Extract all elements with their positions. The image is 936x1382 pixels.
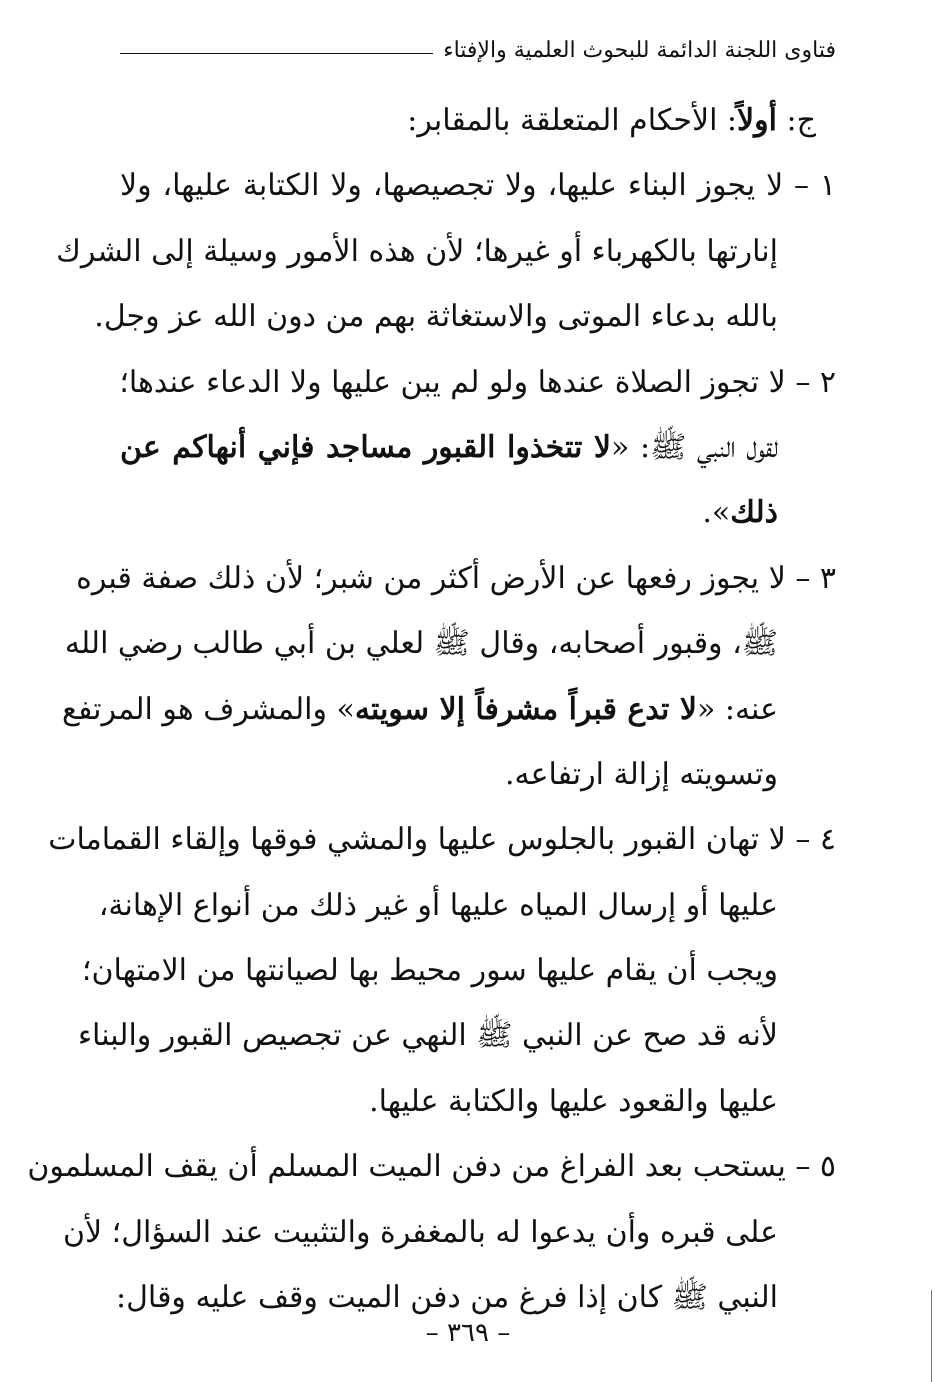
paragraph-line: ٢ – لا تجوز الصلاة عندها ولو لم يبن عليها ولا الدعاء عندها؛ [119,364,836,400]
paragraph-line: وتسويته إزالة ارتفاعه. [504,756,778,792]
text-run: عنه: « [696,691,778,727]
paragraph-line: عليها والقعود عليها والكتابة عليها. [369,1083,778,1119]
text-run: » والمشرف هو المرتفع [62,691,355,727]
heading-prefix: ج: [776,103,816,138]
answer-heading [120,88,836,153]
header-rule [120,53,433,54]
hadith-quote: لا تتخذوا القبور مساجد فإني أنهاكم عن [120,429,611,465]
text-run: لقول النبي ﷺ: « [611,429,778,465]
paragraph-line: النبي ﷺ كان إذا فرغ من دفن الميت وقف عليه وقال: [116,1280,778,1316]
paragraph-line: عليها أو إرسال المياه عليها أو غير ذلك من أنواع الإهانة، [98,887,778,923]
heading-rest: : الأحكام المتعلقة بالمقابر: [407,103,738,138]
paragraph-line: إنارتها بالكهرباء أو غيرها؛ لأن هذه الأمور وسيلة إلى الشرك [56,233,778,269]
hadith-quote: ذلك [730,495,778,531]
paragraph-line: ويجب أن يقام عليها سور محيط بها لصيانتها من الامتهان؛ [81,953,778,989]
paragraph-line: لأنه قد صح عن النبي ﷺ النهي عن تجصيص القبور والبناء [77,1018,778,1054]
paragraph-line: ١ – لا يجوز البناء عليها، ولا تجصيصها، ولا الكتابة عليها، ولا [120,168,836,204]
running-header [120,38,836,63]
paragraph-line [120,415,836,480]
paragraph-line: ﷺ، وقبور أصحابه، وقال ﷺ لعلي بن أبي طالب رضي الله [64,626,778,662]
page-number: – ٣٦٩ – [425,1318,511,1348]
heading-bold: أولاً [737,103,777,138]
paragraph-line: على قبره وأن يدعوا له بالمغفرة والتثبيت عند السؤال؛ لأن [62,1214,778,1250]
running-title: فتاوى اللجنة الدائمة للبحوث العلمية والإفتاء [443,38,836,63]
body-text [27,88,836,1330]
paragraph-line: بالله بدعاء الموتى والاستغاثة بهم من دون الله عز وجل. [94,299,778,335]
paragraph-line [62,677,836,742]
paragraph-line: ٥ – يستحب بعد الفراغ من دفن الميت المسلم أن يقف المسلمون [27,1149,836,1185]
paragraph-line: ٤ – لا تهان القبور بالجلوس عليها والمشي فوقها وإلقاء القمامات [48,822,836,858]
paragraph-line [120,480,836,545]
paragraph-line: ٣ – لا يجوز رفعها عن الأرض أكثر من شبر؛ لأن ذلك صفة قبره [76,560,836,596]
text-run: ». [702,495,731,531]
hadith-quote: لا تدع قبراً مشرفاً إلا سويته [354,691,697,727]
scan-edge-line [931,1290,932,1382]
